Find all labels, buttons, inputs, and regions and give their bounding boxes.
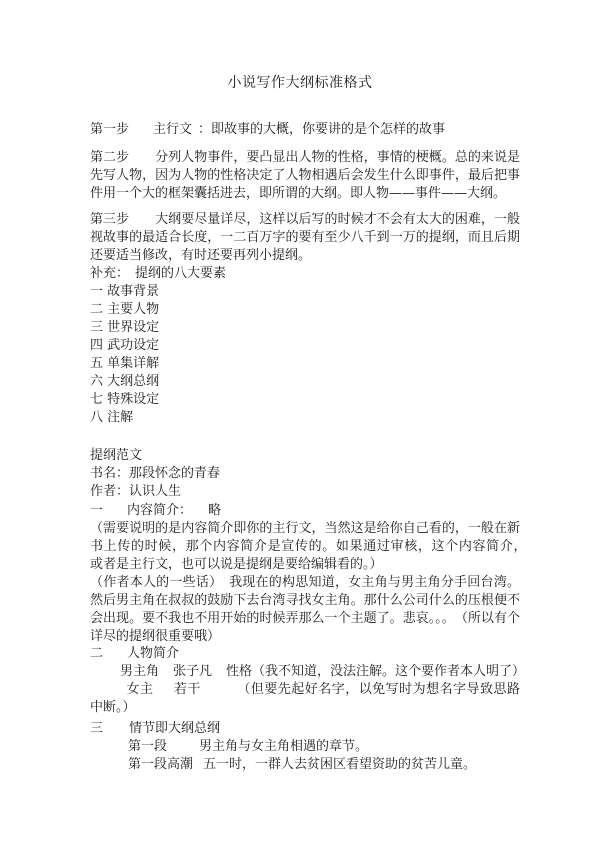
section-3-title: 情节即大纲总纲 — [129, 721, 221, 736]
male-trait: （我不知道，没法注解。这个要作者本人明了） — [252, 664, 526, 679]
female-role: 女主 — [126, 682, 154, 697]
female-lead-line — [90, 681, 520, 717]
section-1-title: 内容简介： — [127, 503, 193, 518]
section-1-number: 一 — [90, 503, 104, 518]
section-3-number: 三 — [90, 721, 104, 736]
element-item: 八 注解 — [90, 410, 134, 425]
plot-row-label: 第一段高潮 — [128, 757, 194, 772]
step-2-label: 第二步 — [90, 150, 130, 165]
step-1-label: 第一步 — [90, 122, 130, 137]
step-1-text: ：即故事的大概，你要讲的是个怎样的故事 — [198, 122, 446, 137]
document-title: 小说写作大纲标准格式 — [227, 75, 373, 91]
element-item: 二 主要人物 — [90, 302, 160, 317]
male-role: 男主角 — [120, 664, 160, 679]
step-3-text: 大纲要尽量详尽，这样以后写的时候才不会有太大的困难，一般视故事的最适合长度，一二百万字的要有至少八千到一万的提纲，而且后期还要适当修改，有时还要再列小提纲。 — [90, 212, 520, 263]
book-name-line — [90, 465, 520, 483]
supplement-heading — [90, 265, 520, 283]
step-2-text: 分列人物事件，要凸显出人物的性格，事情的梗概。总的来说是先写人物，因为人物的性格决定了人物相遇后会发生什么即事件，最后把事件用一个大的框架囊括进去，即所谓的大纲。即人物——事件——大纲。 — [90, 150, 520, 201]
author-name: 认识人生 — [129, 484, 182, 499]
plot-row-text: 男主角与女主角相遇的章节。 — [199, 739, 369, 754]
female-note: （但要先起好名字，以免写时为想名字导致思路中断。） — [90, 682, 520, 715]
section-3-heading — [90, 720, 520, 738]
section-2-number: 二 — [90, 646, 104, 661]
element-item: 一 故事背景 — [90, 284, 160, 299]
male-trait-label: 性格 — [226, 664, 253, 679]
supplement-title: 提纲的八大要素 — [135, 266, 227, 281]
step-3-label: 第三步 — [90, 212, 130, 227]
element-item: 三 世界设定 — [90, 320, 160, 335]
plot-row-text: 五一时，一群人去贫困区看望资助的贫苦儿童。 — [203, 757, 477, 772]
book-name: 那段怀念的青春 — [129, 466, 221, 481]
step-3 — [90, 211, 520, 265]
section-1-author-words: （作者本人的一些话） 我现在的构思知道，女主角与男主角分手回台湾。然后男主角在叔叔的鼓励下去台湾寻找女主角。那什么公司什么的压根便不会出现。要不我也不用开始的时候弄那么一个主题了。悲哀。。。 （所以有个详尽的提纲很重要哦） — [90, 575, 520, 644]
female-name: 若干 — [173, 682, 201, 697]
example-heading: 提纲范文 — [90, 448, 143, 463]
plot-row — [90, 756, 520, 774]
step-1-heading: 主行文 — [153, 122, 193, 137]
book-label: 书名： — [90, 466, 130, 481]
section-1-note: 略 — [208, 503, 222, 518]
section-2-heading — [90, 645, 520, 663]
author-line — [90, 483, 520, 501]
male-lead-line — [90, 663, 526, 681]
supplement-label: 补充： — [90, 266, 130, 281]
section-1-paragraph: （需要说明的是内容简介即你的主行文，当然这是给你自己看的，一般在新书上传的时候，那个内容简介是宣传的。如果通过审核，这个内容简介， 或者是主行文，也可以说是提纲是要给编辑看的。） — [90, 521, 534, 572]
section-plot-outline — [90, 720, 520, 774]
section-characters — [90, 645, 526, 717]
section-content-summary — [90, 502, 534, 646]
author-label: 作者： — [90, 484, 130, 499]
element-item: 七 特殊设定 — [90, 392, 160, 407]
element-item: 五 单集详解 — [90, 356, 160, 371]
plot-row — [90, 738, 520, 756]
section-1-heading — [90, 502, 520, 520]
male-name: 张子凡 — [173, 664, 213, 679]
step-2 — [90, 149, 520, 203]
section-2-title: 人物简介 — [127, 646, 180, 661]
supplement-section — [90, 265, 520, 427]
element-item: 六 大纲总纲 — [90, 374, 160, 389]
element-item: 四 武功设定 — [90, 338, 160, 353]
plot-row-label: 第一段 — [128, 739, 168, 754]
example-header — [90, 447, 520, 501]
step-1 — [90, 121, 520, 139]
